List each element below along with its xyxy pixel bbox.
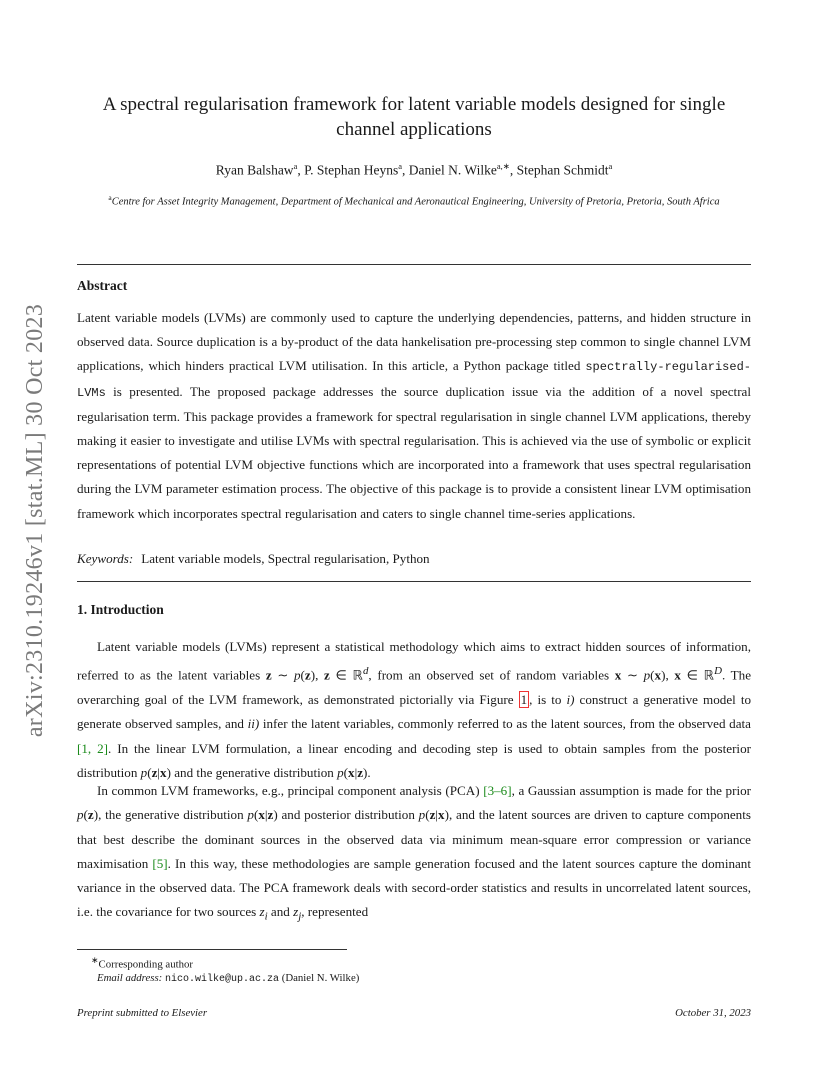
- affiliation: [77, 191, 751, 209]
- intro-paragraph-1: Latent variable models (LVMs) represent a statistical methodology which aims to extract hidden sources of information, referred to as the latent variables z ∼ p(z), z ∈ ℝ$^d$, from an observed set of random variables x ∼ p(x), x ∈ ℝ$^D$. The overarching goal of the LVM framework, as demonstrated pictorially via Figure 1 , is to i) construct a generative model to generate observed samples, and ii) infer the latent variables, commonly referred to as the latent sources, from the observed data [1, 2]. In the linear LVM formulation, a linear encoding and decoding step is used to obtain samples from the posterior distribution p(z|x) and the generative distribution p(x|z).: [77, 639, 752, 780]
- text-run: Latent variable models (LVMs) represent a statistical methodology which aims to extract hidden sources of information, referred to as the latent variables: [77, 639, 751, 683]
- title-line-2: channel applications: [336, 119, 492, 140]
- affiliation-text: Centre for Asset Integrity Management, Department of Mechanical and Aeronautical Engineering, University of Pretoria, Pretoria, South Africa: [111, 196, 720, 208]
- arxiv-id: arXiv:2310.19246v1 [stat.ML] 30 Oct 2023: [22, 303, 49, 737]
- text-run: , a Gaussian assumption is made for the prior: [511, 783, 751, 798]
- email-owner: (Daniel N. Wilke): [281, 971, 360, 984]
- author-sup: a: [398, 161, 402, 171]
- paper-title: [77, 92, 751, 142]
- text-run: , from an observed set of random variables: [368, 667, 615, 683]
- text-run: infer the latent variables, commonly referred to as the latent sources, from the observed data: [259, 716, 751, 732]
- text-run: . In this way, these methodologies are sample generation focused and the latent sources capture the dominant variance in the observed data. The PCA framework deals with secord-order statistics and results in uncorrelated latent sources, i.e. the covariance for two sources: [77, 855, 751, 920]
- footnote-marker: ∗: [91, 955, 99, 965]
- affiliation-sup: a: [108, 193, 112, 202]
- abstract-top-rule: [77, 264, 751, 265]
- text-run: and: [267, 904, 294, 920]
- intro-paragraph-2: In common LVM frameworks, e.g., principal component analysis (PCA) [3–6], a Gaussian assumption is made for the prior p(z), the generative distribution p(x|z) and posterior distribution p(z|x), and the latent sources are driven to capture components that best describe the dominant sources in the observed data via minimum mean-square error compression or variance maximisation [5]. In this way, these methodologies are sample generation focused and the latent sources capture the dominant variance in the observed data. The PCA framework deals with secord-order statistics and results in uncorrelated latent sources, i.e. the covariance for two sources $z_i$ and $z_j$, represented: [77, 783, 751, 924]
- abstract-text-2: is presented. The proposed package addresses the source duplication issue via the addition of a novel spectral regularisation term. This package provides a framework for spectral regularisation in single channel LVM applications, thereby making it easier to investigate and utilise LVMs with spectral regularisation. This is achieved via the use of symbolic or explicit representations of potential LVM objective functions which are incorporated into a framework that uses spectral regularisation during the LVM parameter estimation process. The objective of this package is to provide a consistent linear LVM optimisation framework which incorporates spectral regularisation and caters to single channel time-series applications.: [77, 383, 751, 521]
- arxiv-sidebar-stamp: [12, 280, 60, 760]
- enum-marker: i): [566, 691, 575, 707]
- title-line-1: A spectral regularisation framework for latent variable models designed for single: [102, 94, 726, 115]
- footnote: [77, 954, 751, 986]
- citation-link[interactable]: [3–6]: [483, 783, 512, 798]
- keywords-label: Keywords:: [77, 551, 134, 566]
- text-run: and the generative distribution: [170, 764, 338, 780]
- text-run: . The overarching goal of the LVM framework, as demonstrated pictorially via Figure: [77, 667, 752, 707]
- section-heading: 1. Introduction: [77, 602, 164, 617]
- author-list: Ryan Balshaw$^a$, P. Stephan Heyns$^a$, Daniel N. Wilke$^{a,∗}$, Stephan Schmidt$^a$: [215, 161, 613, 178]
- author-name: Daniel N. Wilke: [408, 162, 497, 178]
- footnote-rule: [77, 949, 347, 950]
- author-sup: a: [293, 161, 298, 171]
- abstract-bottom-rule: [77, 581, 751, 582]
- author-name: Ryan Balshaw: [215, 162, 294, 178]
- author-name: P. Stephan Heyns: [304, 162, 399, 178]
- text-run: and posterior distribution: [277, 807, 419, 823]
- author-name: Stephan Schmidt: [516, 162, 609, 178]
- abstract-text-1: Latent variable models (LVMs) are commonly used to capture the underlying dependencies, patterns, and hidden structure in observed data. Source duplication is a by-product of the data hankelisation pre-processing step common to single channel LVM applications, which hinders practical LVM utilisation. In this article, a Python package titled: [77, 310, 751, 374]
- text-run: , and the latent sources are driven to capture components that best describe the dominant sources in the observed data via minimum mean-square error compression or variance maximisation: [77, 807, 751, 871]
- figure-link[interactable]: 1: [520, 691, 528, 707]
- footer-date: October 31, 2023: [675, 1007, 751, 1019]
- text-run: construct a generative model to generate observed samples, and: [77, 691, 752, 732]
- footnote-note: Corresponding author: [98, 958, 194, 971]
- text-run: . In the linear LVM formulation, a linear encoding and decoding step is used to obtain samples from the posterior distribution: [77, 740, 751, 780]
- package-name: spectrally-regularised-LVMs: [77, 360, 751, 400]
- keywords-text: Latent variable models, Spectral regularisation, Python: [141, 551, 430, 566]
- footer-left: Preprint submitted to Elsevier: [77, 1007, 208, 1019]
- citation-link[interactable]: [1, 2]: [77, 740, 109, 756]
- author-sup: a,∗: [496, 161, 510, 171]
- abstract-heading: Abstract: [77, 278, 128, 293]
- text-run: , the generative distribution: [98, 807, 248, 823]
- citation-link[interactable]: [5]: [152, 855, 168, 871]
- text-run: In common LVM frameworks, e.g., principal component analysis (PCA): [97, 783, 484, 798]
- text-run: , is to: [529, 691, 567, 707]
- abstract-body: [77, 306, 751, 526]
- page-footer: [77, 1007, 751, 1019]
- text-run: .: [367, 764, 371, 780]
- enum-marker: ii): [247, 716, 260, 732]
- author-sup: a: [608, 161, 613, 171]
- keywords: [77, 551, 751, 567]
- text-run: , represented: [301, 904, 369, 920]
- email-label: Email address:: [97, 971, 163, 984]
- email-address[interactable]: nico.wilke@up.ac.za: [164, 973, 280, 985]
